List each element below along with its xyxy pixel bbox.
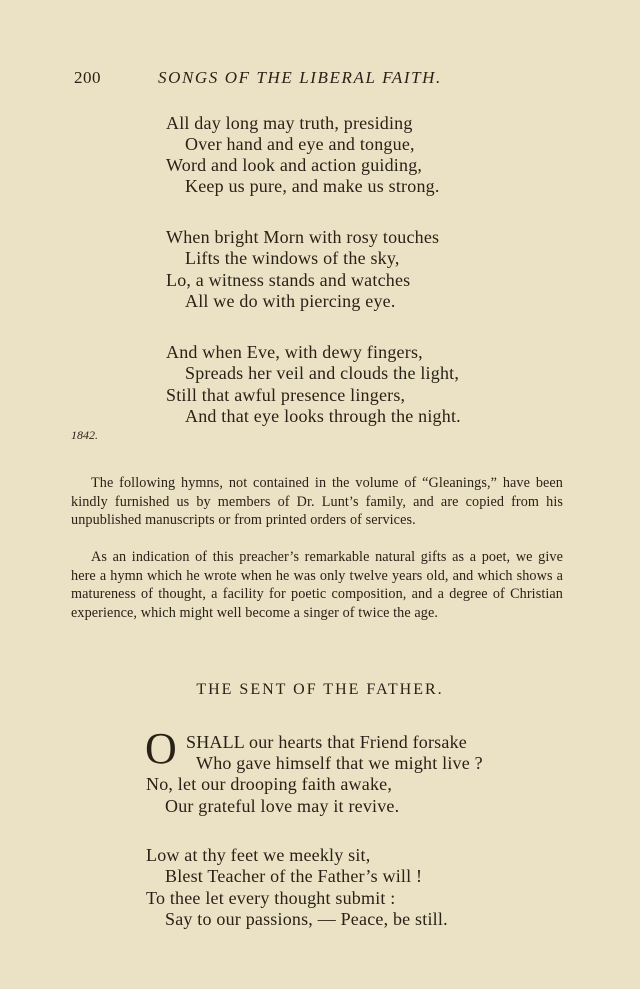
poem-line: SHALL our hearts that Friend forsake xyxy=(186,732,467,752)
prose-paragraph xyxy=(71,548,563,622)
poem-line: Say to our passions, — Peace, be still. xyxy=(165,909,448,929)
poem-line: Who gave himself that we might live ? xyxy=(196,753,483,773)
poem-line: All day long may truth, presiding xyxy=(166,113,413,133)
poem-line: Still that awful presence lingers, xyxy=(166,385,406,405)
page-number: 200 xyxy=(74,68,101,87)
poem-line: To thee let every thought submit : xyxy=(146,888,396,908)
poem-line: No, let our drooping faith awake, xyxy=(146,774,393,794)
drop-cap: O xyxy=(145,724,177,773)
poem-line: Lifts the windows of the sky, xyxy=(185,248,400,268)
prose-paragraph xyxy=(71,474,563,530)
poem-line: Spreads her veil and clouds the light, xyxy=(185,363,460,383)
poem-line: All we do with piercing eye. xyxy=(185,291,396,311)
poem-line: Keep us pure, and make us strong. xyxy=(185,176,440,196)
poem-date: 1842. xyxy=(71,428,98,442)
prose-paragraph-text: As an indication of this preacher’s remarkable natural gifts as a poet, we give here a hymn which he wrote when he was only twelve years old, and which shows a matureness of thought, a facility for poetic composition, and a degree of Christian experience, which might well become a singer of twice the age. xyxy=(71,549,563,621)
poem-line: When bright Morn with rosy touches xyxy=(166,227,440,247)
hymn-title: THE SENT OF THE FATHER. xyxy=(196,681,444,698)
running-title: SONGS OF THE LIBERAL FAITH. xyxy=(158,68,442,87)
poem-line: And that eye looks through the night. xyxy=(185,406,461,426)
poem-line: And when Eve, with dewy fingers, xyxy=(166,342,423,362)
poem-line: Blest Teacher of the Father’s will ! xyxy=(165,866,423,886)
poem-line: Our grateful love may it revive. xyxy=(165,796,400,816)
prose-paragraph-text: The following hymns, not contained in the volume of “Gleanings,” have been kindly furnished us by members of Dr. Lunt’s family, and are copied from his unpublished manuscripts or from printed orders of services. xyxy=(71,475,563,528)
poem-line: Over hand and eye and tongue, xyxy=(185,134,415,154)
poem-line: Low at thy feet we meekly sit, xyxy=(146,845,371,865)
poem-line: Word and look and action guiding, xyxy=(166,155,423,175)
poem-line: Lo, a witness stands and watches xyxy=(166,270,411,290)
